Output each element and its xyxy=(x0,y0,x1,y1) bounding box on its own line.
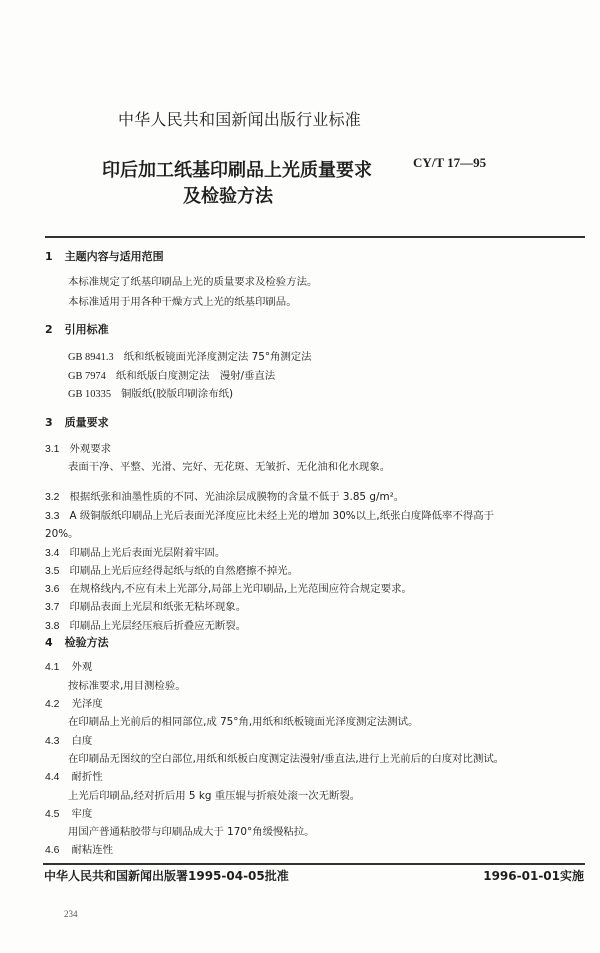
approval-date: 中华人民共和国新闻出版署1995-04-05批准 xyxy=(44,869,289,883)
clause-4-2 xyxy=(45,699,103,710)
reference-text: 铜版纸(胶版印刷涂布纸) xyxy=(121,388,234,400)
clause-text: 印刷品表面上光层和纸张无粘坏现象。 xyxy=(69,601,247,613)
clause-text: 白度 xyxy=(71,735,93,747)
clause-number: 3.4 xyxy=(45,548,60,559)
clause-4-6 xyxy=(45,845,113,856)
clause-3-6 xyxy=(45,584,412,595)
clause-text: 在规格线内,不应有未上光部分,局部上光印刷品,上光范围应符合规定要求。 xyxy=(69,583,412,595)
reference-item xyxy=(68,352,312,363)
clause-text: 耐粘连性 xyxy=(71,844,114,856)
reference-code: GB 10335 xyxy=(68,389,112,400)
clause-number: 3.3 xyxy=(45,511,60,522)
clause-text: 印刷品上光后表面光层附着牢固。 xyxy=(69,547,226,559)
clause-text: 根据纸张和油墨性质的不同、光油涂层成膜物的含量不低于 3.85 g/m²。 xyxy=(69,491,405,503)
clause-body: 用国产普通粘胶带与印刷品成大于 170°角缓慢粘拉。 xyxy=(68,826,315,838)
clause-number: 3.7 xyxy=(45,602,60,613)
clause-3-2 xyxy=(45,492,404,503)
clause-number: 3.8 xyxy=(45,621,60,632)
clause-3-7 xyxy=(45,602,246,613)
page-number: 234 xyxy=(64,909,78,919)
clause-number: 3.2 xyxy=(45,492,60,503)
document-title-line2: 及检验方法 xyxy=(183,186,273,207)
clause-number: 4.2 xyxy=(45,699,60,710)
clause-number: 4.6 xyxy=(45,845,60,856)
org-standard-header: 中华人民共和国新闻出版行业标准 xyxy=(118,110,362,129)
clause-number: 4.3 xyxy=(45,736,60,747)
clause-body: 上光后印刷品,经对折后用 5 kg 重压辊与折痕处滚一次无断裂。 xyxy=(68,790,361,802)
clause-text: 外观 xyxy=(71,661,93,673)
reference-text: 纸和纸版白度测定法 漫射/垂直法 xyxy=(115,370,276,382)
standard-code: CY/T 17—95 xyxy=(413,155,487,170)
clause-number: 3.5 xyxy=(45,566,60,577)
clause-text: 牢度 xyxy=(71,808,93,820)
reference-item xyxy=(68,371,275,382)
section-number: 3 xyxy=(45,416,53,429)
section-heading-1 xyxy=(45,251,164,262)
clause-body: 表面干净、平整、光滑、完好、无花斑、无皱折、无化油和化水现象。 xyxy=(68,461,391,473)
section-title: 引用标准 xyxy=(64,323,109,336)
document-title: 印后加工纸基印刷品上光质量要求 xyxy=(102,160,372,181)
effective-date: 1996-01-01实施 xyxy=(483,869,584,883)
clause-number: 4.1 xyxy=(45,662,60,673)
clause-number: 4.4 xyxy=(45,772,60,783)
clause-3-8 xyxy=(45,621,246,632)
section-heading-2 xyxy=(45,324,109,335)
clause-3-3 xyxy=(45,511,494,522)
paragraph: 本标准规定了纸基印刷品上光的质量要求及检验方法。 xyxy=(68,276,318,288)
clause-number: 3.1 xyxy=(45,444,60,455)
clause-3-5 xyxy=(45,566,298,577)
section-title: 质量要求 xyxy=(64,416,109,429)
clause-body: 在印刷品上光前后的相同部位,成 75°角,用纸和纸板镜面光泽度测定法测试。 xyxy=(68,716,419,728)
clause-body: 在印刷品无图纹的空白部位,用纸和纸板白度测定法漫射/垂直法,进行上光前后的白度对比测试。 xyxy=(68,753,505,765)
reference-text: 纸和纸板镜面光泽度测定法 75°角测定法 xyxy=(123,351,312,363)
section-title: 检验方法 xyxy=(64,636,109,649)
section-heading-3 xyxy=(45,417,109,428)
clause-text: 外观要求 xyxy=(69,443,112,455)
reference-code: GB 7974 xyxy=(68,371,106,382)
clause-4-1 xyxy=(45,662,92,673)
clause-text: A 级铜版纸印刷品上光后表面光泽度应比未经上光的增加 30%以上,纸张白度降低率不得高于 xyxy=(69,510,495,522)
clause-3-1 xyxy=(45,444,111,455)
section-heading-4 xyxy=(45,637,109,648)
section-number: 4 xyxy=(45,636,53,649)
clause-text: 印刷品上光层经压痕后折叠应无断裂。 xyxy=(69,620,247,632)
clause-text: 光泽度 xyxy=(71,698,103,710)
section-number: 1 xyxy=(45,250,53,263)
clause-continuation: 20%。 xyxy=(45,528,79,540)
reference-item xyxy=(68,389,233,400)
footer-rule xyxy=(43,863,585,865)
clause-text: 耐折性 xyxy=(71,771,103,783)
clause-4-5 xyxy=(45,809,92,820)
clause-3-4 xyxy=(45,548,225,559)
reference-code: GB 8941.3 xyxy=(68,352,114,363)
top-rule xyxy=(45,236,585,238)
clause-body: 按标准要求,用目测检验。 xyxy=(68,680,186,692)
clause-4-3 xyxy=(45,736,92,747)
clause-text: 印刷品上光后应经得起纸与纸的自然磨擦不掉光。 xyxy=(69,565,299,577)
section-number: 2 xyxy=(45,323,53,336)
clause-number: 3.6 xyxy=(45,584,60,595)
clause-4-4 xyxy=(45,772,103,783)
paragraph: 本标准适用于用各种干燥方式上光的纸基印刷品。 xyxy=(68,296,297,308)
section-title: 主题内容与适用范围 xyxy=(64,250,164,263)
clause-number: 4.5 xyxy=(45,809,60,820)
